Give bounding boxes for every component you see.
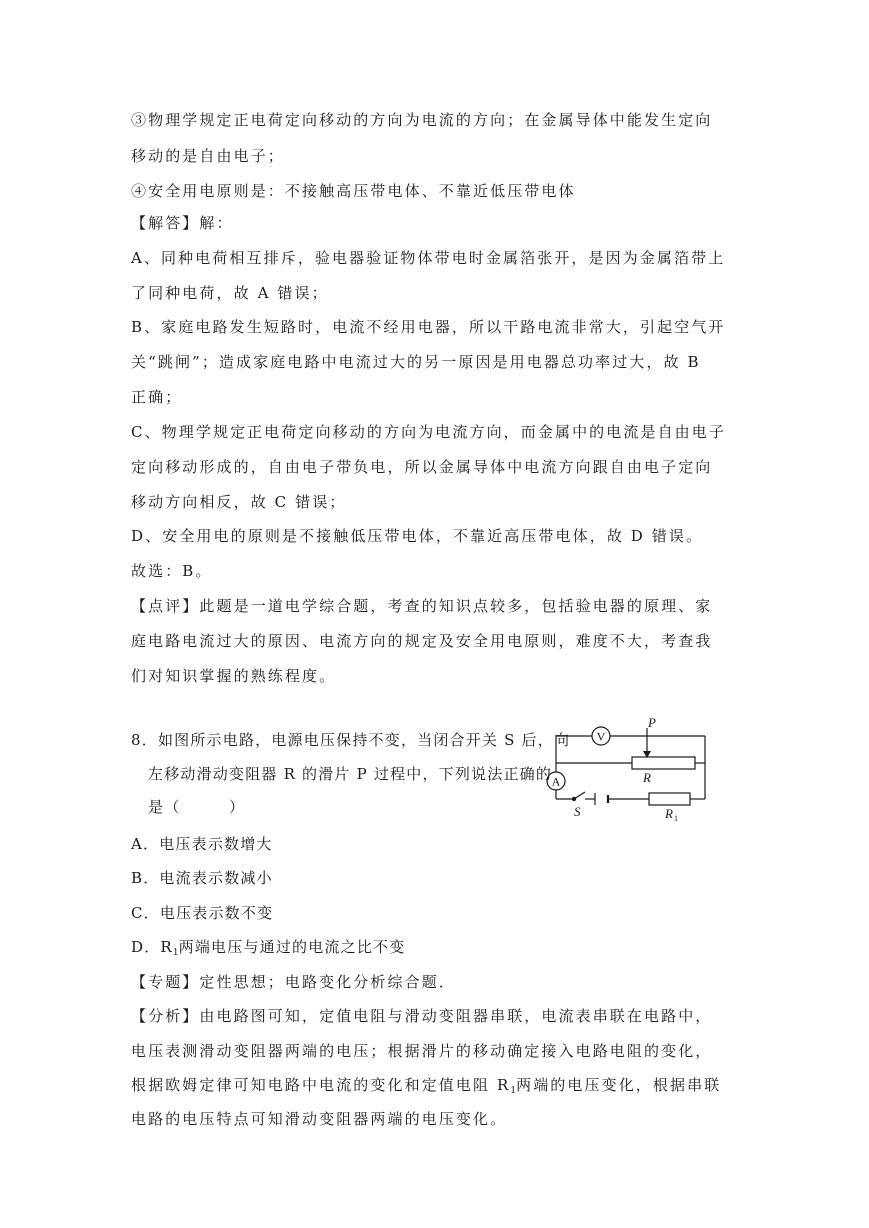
resistor-label: R	[665, 806, 673, 821]
q8-analysis-line3-post: 两端的电压变化，根据串联	[516, 1076, 722, 1094]
voltmeter-label: V	[596, 729, 606, 744]
rheostat-label: R	[643, 770, 651, 785]
q8-option-C: C．电压表示数不变	[131, 904, 274, 922]
answer-B-line2: 关“跳闸”；造成家庭电路中电流过大的另一原因是用电器总功率过大，故 B	[131, 353, 701, 371]
answer-B-line1: B、家庭电路发生短路时，电流不经用电器，所以干路电流非常大，引起空气开	[131, 318, 726, 336]
answer-D-line: D、安全用电的原则是不接触低压带电体，不靠近高压带电体，故 D 错误。	[131, 527, 704, 545]
resistor-icon	[649, 793, 690, 805]
q8-option-A: A．电压表示数增大	[131, 835, 273, 853]
q8-stem-line3: 是（ ）	[148, 798, 246, 816]
q8-option-B: B．电流表示数减小	[131, 869, 273, 887]
answer-C-line1: C、物理学规定正电荷定向移动的方向为电流方向，而金属中的电流是自由电子	[131, 423, 726, 441]
slider-label: P	[648, 715, 656, 730]
q8-analysis-line3	[131, 1075, 721, 1101]
answer-choice: 故选：B。	[131, 562, 213, 580]
switch-label: S	[574, 804, 581, 819]
q8-analysis-line1: 【分析】由电路图可知，定值电阻与滑动变阻器串联，电流表串联在电路中，	[131, 1007, 713, 1025]
q8-analysis-line3-pre: 根据欧姆定律可知电路中电流的变化和定值电阻 R	[131, 1076, 511, 1094]
answer-C-line2: 定向移动形成的，自由电子带负电，所以金属导体中电流方向跟自由电子定向	[131, 458, 713, 476]
q8-analysis-line3-sub: 1	[510, 1086, 517, 1096]
q8-option-D-pre: D．R	[131, 938, 173, 956]
circuit-diagram	[545, 715, 715, 825]
answer-C-line3: 移动方向相反，故 C 错误；	[131, 493, 347, 511]
comment-line1: 【点评】此题是一道电学综合题，考查的知识点较多，包括验电器的原理、家	[131, 597, 713, 615]
q8-topic: 【专题】定性思想；电路变化分析综合题．	[131, 973, 456, 991]
answer-A-line1: A、同种电荷相互排斥，验电器验证物体带电时金属箔张开，是因为金属箔带上	[131, 249, 726, 267]
q8-option-D-post: 两端电压与通过的电流之比不变	[178, 938, 406, 956]
q8-analysis-line4: 电路的电压特点可知滑动变阻器两端的电压变化。	[131, 1110, 508, 1128]
answer-header: 【解答】解：	[131, 214, 234, 232]
comment-line2: 庭电路电流过大的原因、电流方向的规定及安全用电原则，难度不大，考查我	[131, 632, 713, 650]
rheostat-icon	[632, 757, 695, 769]
q8-option-D-sub: 1	[172, 948, 179, 958]
comment-line3: 们对知识掌握的熟练程度。	[131, 667, 337, 685]
q8-analysis-line2: 电压表测滑动变阻器两端的电压；根据滑片的移动确定接入电路电阻的变化，	[131, 1042, 713, 1060]
point3-line1: ③物理学规定正电荷定向移动的方向为电流的方向；在金属导体中能发生定向	[131, 111, 713, 129]
answer-A-line2: 了同种电荷，故 A 错误；	[131, 284, 329, 302]
point4-line: ④安全用电原则是：不接触高压带电体、不靠近低压带电体	[131, 182, 576, 200]
answer-B-line3: 正确；	[131, 388, 183, 406]
point3-line2: 移动的是自由电子；	[131, 147, 285, 165]
q8-stem-line2: 左移动滑动变阻器 R 的滑片 P 过程中，下列说法正确的	[148, 765, 553, 783]
ammeter-label: A	[551, 774, 561, 789]
switch-blade-icon	[574, 792, 585, 799]
resistor-label-sub: 1	[674, 814, 678, 823]
q8-stem-line1: 8．如图所示电路，电源电压保持不变，当闭合开关 S 后，向	[131, 731, 571, 749]
q8-option-D	[131, 937, 405, 963]
